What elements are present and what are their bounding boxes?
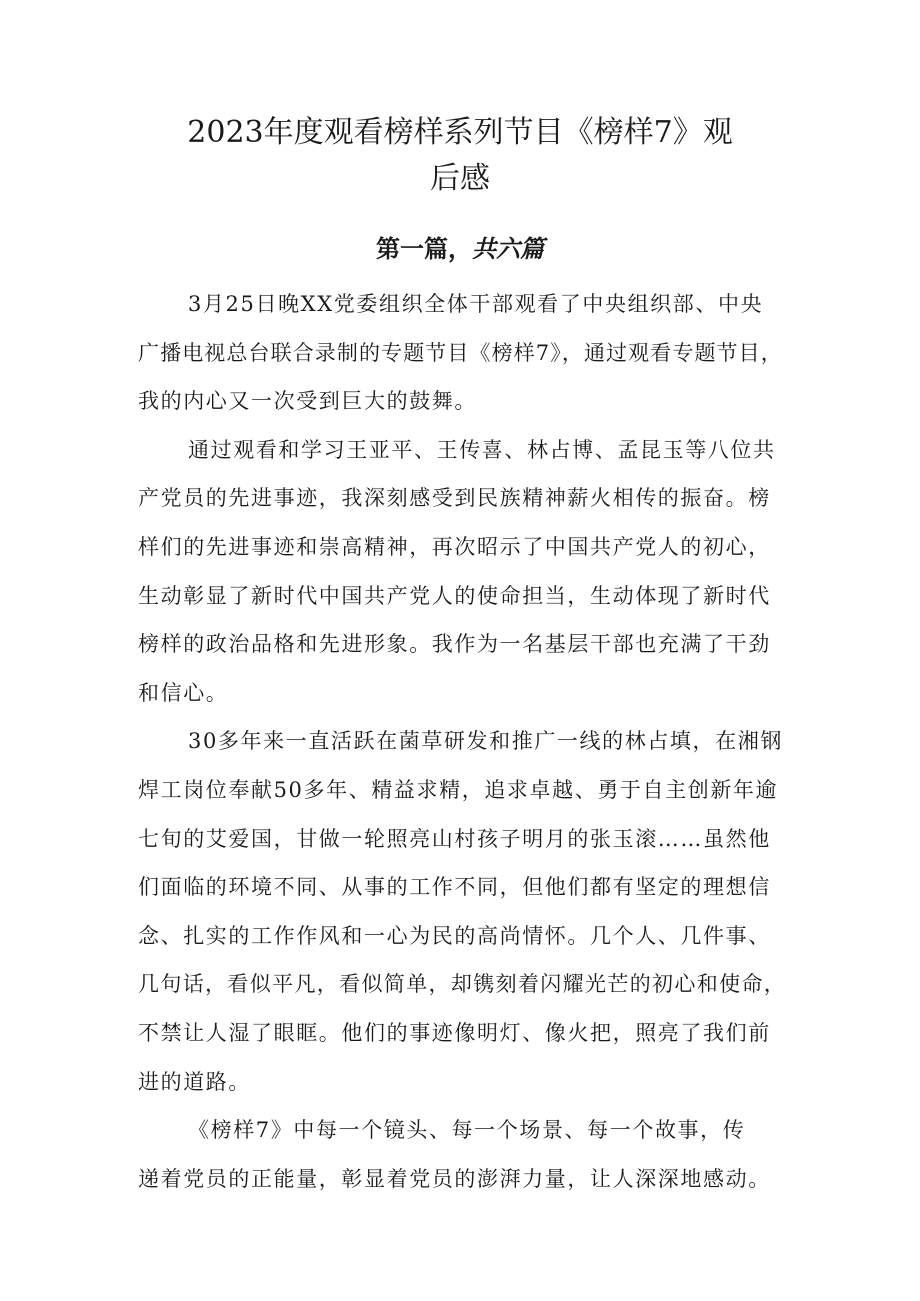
text-line: 念、扎实的工作作风和一心为民的高尚情怀。几个人、几件事、 [138,923,771,948]
text-line: 我的内心又一次受到巨大的鼓舞。 [138,389,477,414]
text-line: 和信心。 [138,680,229,705]
text-line: 递着党员的正能量，彰显着党员的澎湃力量，让人深深地感动。 [138,1166,771,1191]
text-line: 30多年来一直活跃在菌草研发和推广一线的林占填，在湘钢 [188,729,783,754]
text-line: 不禁让人湿了眼眶。他们的事迹像明灯、像火把，照亮了我们前 [138,1020,771,1045]
text-line: 进的道路。 [138,1069,251,1094]
text-line: 七旬的艾爱国，甘做一轮照亮山村孩子明月的张玉滚……虽然他 [138,826,771,851]
text-line: 生动彰显了新时代中国共产党人的使命担当，生动体现了新时代 [138,583,771,608]
text-line: 榜样的政治品格和先进形象。我作为一名基层干部也充满了干劲 [138,632,771,657]
text-line: 几句话，看似平凡，看似简单，却镌刻着闪耀光芒的初心和使命， [138,972,787,997]
text-line: 们面临的环境不同、从事的工作不同，但他们都有坚定的理想信 [138,875,771,900]
text-line: 《榜样7》中每一个镜头、每一个场景、每一个故事，传 [188,1118,746,1143]
text-line: 焊工岗位奉献50多年、精益求精，追求卓越、勇于自主创新年逾 [138,777,779,802]
document-title [140,110,780,202]
subtitle-main: 第一篇， [376,235,472,263]
section-subtitle [140,232,780,266]
document-body [138,280,788,1203]
text-line: 广播电视总台联合录制的专题节目《榜样7》，通过观看专题节目， [138,340,783,365]
subtitle-italic: 共六篇 [472,235,544,263]
title-line: 后感 [430,161,490,196]
text-line: 产党员的先进事迹，我深刻感受到民族精神薪火相传的振奋。榜 [138,486,771,511]
title-line: 2023年度观看榜样系列节目《榜样7》观 [187,115,733,150]
text-line: 样们的先进事迹和崇高精神，再次昭示了中国共产党人的初心， [138,534,771,559]
text-line: 3月25日晚XX党委组织全体干部观看了中央组织部、中央 [188,292,764,316]
text-line: 通过观看和学习王亚平、王传喜、林占博、孟昆玉等八位共 [188,437,776,462]
